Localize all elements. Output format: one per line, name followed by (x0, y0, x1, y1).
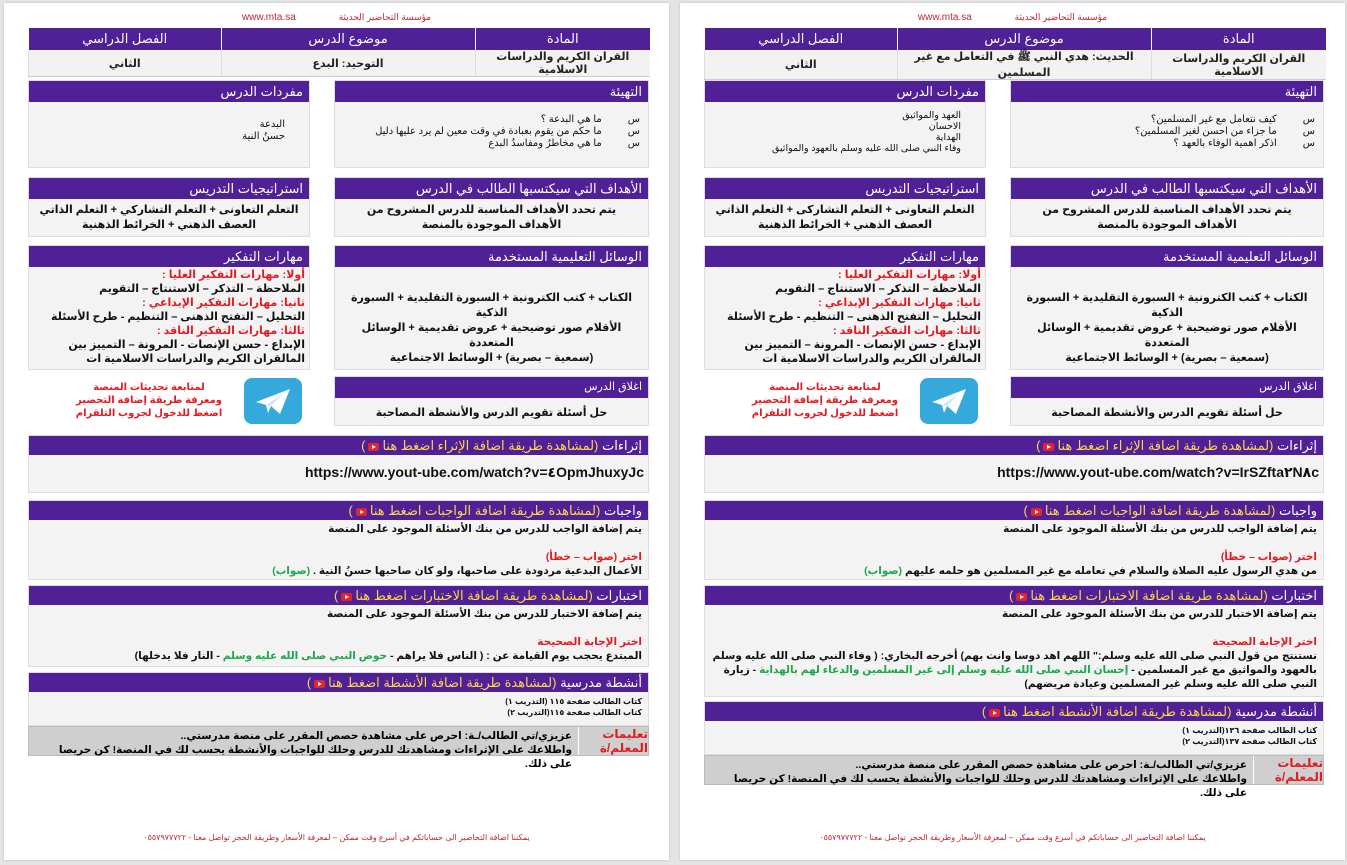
tools-line: الكتاب + كتب الكترونية + السبورة التقليدية + السبورة الذكية (1026, 292, 1308, 319)
telegram-button[interactable] (920, 378, 978, 424)
vocab-box (28, 80, 310, 168)
enrichment-how-link[interactable]: (لمشاهدة طريقة اضافة الإثراء اضغط هنا (382, 438, 599, 453)
closing-box (1010, 376, 1324, 426)
lesson-plan-page-right (680, 3, 1345, 860)
warmup-question: كيف نتعامل مع غير المسلمين؟ (1150, 114, 1277, 125)
tools-line: (سمعية – بصرية) + الوسائط الاجتماعية (389, 352, 594, 364)
strategies-box (28, 177, 310, 237)
brand-org: مؤسسة التحاضير الحديثة (1014, 12, 1108, 22)
tests-intro: يتم إضافة الاختبار للدرس من بنك الأسئلة الموجود على المنصة (1001, 608, 1317, 620)
enrichment-url-text[interactable]: https://www.yout-ube.com/watch?v=٤OpmJhuxyJc (304, 464, 644, 480)
strategies-line: التعلم التعاونى + التعلم التشاركي + التعلم الذاتي (39, 204, 299, 216)
tests-how-link[interactable]: (لمشاهدة طريقة اضافة الاختبارات اضغط هنا (355, 588, 593, 603)
vocab-item: حسنُ النية (242, 131, 285, 142)
activities-title: أنشطة مدرسية (1235, 704, 1317, 719)
telegram-line: ومعرفة طريقة إضافة التحضير (752, 395, 898, 406)
thinking-heading: ثالثا: مهارات التفكير الناقد : (156, 325, 305, 337)
warmup-question: ما هي البدعة ؟ (540, 114, 602, 125)
thinking-text: الملاحظة – التذكر – الاستنتاج – التقويم (99, 283, 305, 295)
tests-how-link[interactable]: (لمشاهدة طريقة اضافة الاختبارات اضغط هنا (1030, 588, 1268, 603)
warmup-question: ما جزاء من احسن لغير المسلمين؟ (1134, 126, 1277, 137)
thinking-text: الإبداع - حسن الإنصات - المرونة – التمييز بين المالقران الكريم والدراسات الاسلامية ات (744, 339, 981, 365)
telegram-icon (244, 378, 302, 424)
paren: ) (1023, 503, 1028, 518)
activities-box (704, 701, 1324, 755)
warmup-title: التهيئة (1011, 81, 1323, 102)
tests-question-heading: اختر الإجابة الصحيحة (537, 636, 642, 648)
objectives-box (1010, 177, 1324, 237)
q-prefix: س (1302, 138, 1315, 149)
thinking-title: مهارات التفكير (705, 246, 985, 267)
activity-item: كتاب الطالب صفحة ١١٥ (التدريب ١) (505, 697, 642, 706)
vocab-item: العهد والمواثيق (902, 110, 961, 121)
vocab-title: مفردات الدرس (705, 81, 985, 102)
youtube-icon[interactable] (1031, 508, 1042, 516)
homework-question: الأعمال البدعية مردودة على صاحبها، ولو كان صاحبها حسنُ النية . (313, 565, 642, 577)
q-prefix: س (627, 126, 640, 137)
closing-box (334, 376, 649, 426)
objectives-text: يتم تحدد الأهداف المناسبة للدرس المشروح من الأهداف الموجودة بالمنصة (366, 204, 617, 231)
thinking-text: الإبداع - حسن الإنصات - المرونة – التمييز بين المالقران الكريم والدراسات الاسلامية ات (68, 339, 305, 365)
tests-box (704, 585, 1324, 697)
paren: ) (981, 704, 987, 719)
vocab-item: الهداية (935, 132, 961, 143)
warmup-title: التهيئة (335, 81, 648, 102)
vocab-item: البدعة (259, 119, 285, 130)
warmup-box (1010, 80, 1324, 168)
warmup-box (334, 80, 649, 168)
telegram-button[interactable] (244, 378, 302, 424)
lesson-header-table (28, 28, 650, 77)
strategies-line: العصف الذهني + الخرائط الذهنية (81, 219, 257, 231)
objectives-title: الأهداف التي سيكتسبها الطالب في الدرس (335, 178, 648, 199)
thinking-heading: ثالثا: مهارات التفكير الناقد : (832, 325, 981, 337)
telegram-cta[interactable] (64, 381, 234, 420)
q-prefix: س (627, 138, 640, 149)
activity-item: كتاب الطالب صفحة ١١٥(التدريب ٢) (507, 708, 642, 717)
teacher-line: عزيزي/تي الطالب/ـة: احرص على مشاهدة حصص المقرر على منصة مدرستي.. (180, 730, 572, 742)
thinking-heading: أولا: مهارات التفكير العليا : (162, 269, 305, 281)
q-prefix: س (1302, 126, 1315, 137)
enrichment-url[interactable] (29, 455, 648, 481)
col-term: الفصل الدراسي (705, 28, 898, 50)
tests-question-end: - النار فلا يدخلها) (134, 650, 220, 662)
activity-item: كتاب الطالب صفحة ١٣٦(التدريب ١) (1182, 726, 1317, 735)
thinking-skills-box (704, 245, 986, 370)
teacher-instructions (28, 726, 649, 770)
teacher-line: عزيزي/تي الطالب/ـة: احرص على مشاهدة حصص المقرر على منصة مدرستي.. (855, 759, 1247, 771)
thinking-heading: أولا: مهارات التفكير العليا : (838, 269, 981, 281)
thinking-text: التحليل – التفتح الذهنى – التنظيم - طرح الأسئلة (727, 311, 981, 323)
paren: ) (361, 438, 366, 453)
col-topic: موضوع الدرس (221, 28, 475, 50)
homework-intro: يتم إضافة الواجب للدرس من بنك الأسئلة الموجود على المنصة (328, 523, 642, 535)
tests-correct-answer: حوض النبي صلى الله عليه وسلم (222, 650, 388, 662)
tools-box (1010, 245, 1324, 370)
tools-title: الوسائل التعليمية المستخدمة (335, 246, 648, 267)
warmup-question: ما هي مخاطرُ ومفاسدُ البدع (488, 138, 602, 149)
enrichment-url[interactable] (705, 455, 1323, 481)
youtube-icon[interactable] (314, 680, 325, 688)
homework-intro: يتم إضافة الواجب للدرس من بنك الأسئلة الموجود على المنصة (1003, 523, 1317, 535)
youtube-icon[interactable] (989, 709, 1000, 717)
telegram-line: اضغط للدخول لجروب التلقرام (75, 408, 223, 419)
telegram-line: لمتابعة تحديثات المنصة (93, 382, 205, 393)
teacher-label: تعليمات المعلم/ة (578, 727, 648, 755)
youtube-icon[interactable] (356, 508, 367, 516)
warmup-question: اذكر اهمية الوفاء بالعهد ؟ (1173, 138, 1277, 149)
telegram-cta[interactable] (740, 381, 910, 420)
vocab-box (704, 80, 986, 168)
topic-value: التوحيد: البدع (221, 50, 475, 77)
activity-item: كتاب الطالب صفحة ١٣٧(التدريب ٢) (1182, 737, 1317, 746)
tests-question: المبتدع يحجب يوم القيامة عن : ( الناس فلا يراهم - (390, 650, 642, 662)
homework-answer: (صواب) (272, 565, 311, 577)
term-value: الثاني (29, 50, 222, 77)
tests-title: اختبارات (596, 588, 642, 603)
homework-title: واجبات (1278, 503, 1317, 518)
brand-url[interactable]: www.mta.sa (917, 12, 972, 23)
tests-box (28, 585, 649, 667)
vocab-item: الاحسان (928, 121, 961, 132)
closing-title: اغلاق الدرس (335, 377, 648, 398)
q-prefix: س (627, 114, 640, 125)
tests-question-end: - زيارة النبي صلى الله عليه وسلم غير المسلمين وعيادة مريضهم) (723, 664, 1317, 690)
strategies-title: استراتيجيات التدريس (705, 178, 985, 199)
activities-title: أنشطة مدرسية (560, 675, 642, 690)
paren: ) (1009, 588, 1014, 603)
homework-question: من هدي الرسول عليه الصلاة والسلام في تعامله مع غير المسلمين هو حلمه عليهم (904, 565, 1317, 577)
closing-text: حل أسئلة تقويم الدرس والأنشطة المصاحبة (1051, 407, 1283, 419)
lesson-header-table (704, 28, 1326, 80)
objectives-box (334, 177, 649, 237)
objectives-text: يتم تحدد الأهداف المناسبة للدرس المشروح من الأهداف الموجودة بالمنصة (1042, 204, 1292, 231)
telegram-line: لمتابعة تحديثات المنصة (769, 382, 881, 393)
enrichment-box (28, 435, 649, 493)
col-term: الفصل الدراسي (29, 28, 222, 50)
vocab-title: مفردات الدرس (29, 81, 309, 102)
brand-url[interactable]: www.mta.sa (241, 12, 296, 23)
paren: ) (334, 588, 339, 603)
objectives-title: الأهداف التي سيكتسبها الطالب في الدرس (1011, 178, 1323, 199)
term-value: الثاني (705, 50, 898, 80)
thinking-heading: ثانيا: مهارات التفكير الإبداعي : (142, 297, 305, 309)
youtube-icon[interactable] (341, 593, 352, 601)
lesson-plan-page-left (4, 3, 669, 860)
homework-title: واجبات (603, 503, 642, 518)
col-topic: موضوع الدرس (897, 28, 1151, 50)
brand-org: مؤسسة التحاضير الحديثة (338, 12, 432, 22)
enrichment-how-link[interactable]: (لمشاهدة طريقة اضافة الإثراء اضغط هنا (1057, 438, 1274, 453)
tests-question: نستنتج من قول النبي صلى الله عليه وسلم:" اللهم اهد دوسا وانت بهم) أخرجه البخاري: ( وفاء النبي صلى الله عليه وسلم بالعهود والمواثيق مع غير المسلمين - (712, 650, 1317, 676)
youtube-icon[interactable] (368, 443, 379, 451)
footer-contact: يمكننا اضافة التحاضير الى حساباتكم في أسرع وقت ممكن – لمعرفة الأسعار وطريقة الحجز تواصل معنا - ٠٥٥٧٩٧٧٧٢٢ (819, 833, 1206, 842)
topic-value: الحديث: هدي النبي ﷺ في التعامل مع غير المسلمين (897, 50, 1151, 80)
strategies-box (704, 177, 986, 237)
tests-intro: يتم إضافة الاختبار للدرس من بنك الأسئلة الموجود على المنصة (326, 608, 642, 620)
thinking-text: الملاحظة – التذكر – الاستنتاج – التقويم (775, 283, 981, 295)
footer-contact: يمكننا اضافة التحاضير الى حساباتكم في أسرع وقت ممكن – لمعرفة الأسعار وطريقة الحجز تواصل معنا - ٠٥٥٧٩٧٧٧٢٢ (143, 833, 530, 842)
teacher-line: واطلاعك على الإثراءات ومشاهدتك للدرس وحلك للواجبات والأنشطة يحسب لك في المنصة! كن حريصا على ذلك. (733, 773, 1247, 799)
homework-how-link[interactable]: (لمشاهدة طريقة اضافة الواجبات اضغط هنا (1044, 503, 1276, 518)
q-prefix: س (1302, 114, 1315, 125)
subject-value: القران الكريم والدراسات الاسلامية (475, 50, 650, 77)
strategies-line: العصف الذهني + الخرائط الذهنية (757, 219, 933, 231)
teacher-instructions (704, 755, 1324, 799)
homework-answer: (صواب) (864, 565, 903, 577)
homework-question-heading: اختر (صواب – خطأ) (1220, 551, 1317, 563)
tests-question-heading: اختر الإجابة الصحيحة (1212, 636, 1317, 648)
thinking-heading: ثانيا: مهارات التفكير الإبداعي : (818, 297, 981, 309)
subject-value: القران الكريم والدراسات الاسلامية (1151, 50, 1326, 80)
homework-how-link[interactable]: (لمشاهدة طريقة اضافة الواجبات اضغط هنا (369, 503, 601, 518)
telegram-line: اضغط للدخول لجروب التلقرام (751, 408, 899, 419)
tools-line: الأقلام صور توضيحية + عروض تقديمية + الوسائل المتعددة (1037, 322, 1297, 349)
tests-title: اختبارات (1271, 588, 1317, 603)
tools-line: الأقلام صور توضيحية + عروض تقديمية + الوسائل المتعددة (361, 322, 622, 349)
col-subject: المادة (475, 28, 650, 50)
enrichment-title: إثراءات (602, 438, 642, 453)
teacher-label: تعليمات المعلم/ة (1253, 756, 1323, 784)
enrichment-title: إثراءات (1277, 438, 1317, 453)
paren: ) (306, 675, 312, 690)
tools-title: الوسائل التعليمية المستخدمة (1011, 246, 1323, 267)
thinking-skills-box (28, 245, 310, 370)
thinking-text: التحليل – التفتح الذهنى – التنظيم - طرح الأسئلة (51, 311, 305, 323)
paren: ) (1036, 438, 1041, 453)
paren: ) (348, 503, 353, 518)
closing-title: اغلاق الدرس (1011, 377, 1323, 398)
strategies-line: التعلم التعاونى + التعلم التشاركى + التعلم الذاتي (715, 204, 975, 216)
brand-line (680, 12, 1345, 23)
activities-how-link[interactable]: (لمشاهدة طريقة اضافة الأنشطة اضغط هنا (1003, 704, 1232, 719)
youtube-icon[interactable] (1016, 593, 1027, 601)
enrichment-box (704, 435, 1324, 493)
homework-box (704, 500, 1324, 580)
homework-box (28, 500, 649, 580)
tools-box (334, 245, 649, 370)
col-subject: المادة (1151, 28, 1326, 50)
youtube-icon[interactable] (1043, 443, 1054, 451)
brand-line (4, 12, 669, 23)
homework-question-heading: اختر (صواب – خطأ) (545, 551, 642, 563)
enrichment-url-text[interactable]: https://www.yout-ube.com/watch?v=IrSZfta٢N٨c (997, 464, 1319, 480)
tools-line: (سمعية – بصرية) + الوسائط الاجتماعية (1065, 352, 1269, 364)
thinking-title: مهارات التفكير (29, 246, 309, 267)
vocab-item: وفاء النبي صلى الله عليه وسلم بالعهود والمواثيق (772, 143, 961, 154)
telegram-line: ومعرفة طريقة إضافة التحضير (76, 395, 222, 406)
activities-box (28, 672, 649, 726)
activities-how-link[interactable]: (لمشاهدة طريقة اضافة الأنشطة اضغط هنا (328, 675, 557, 690)
warmup-question: ما حكم من يقوم بعبادة في وقت معين لم يرد عليها دليل (375, 126, 602, 137)
strategies-title: استراتيجيات التدريس (29, 178, 309, 199)
closing-text: حل أسئلة تقويم الدرس والأنشطة المصاحبة (375, 407, 608, 419)
tools-line: الكتاب + كتب الكترونية + السبورة التقليدية + السبورة الذكية (350, 292, 633, 319)
tests-correct-answer: إحسان النبي صلى الله عليه وسلم إلى غير المسلمين والدعاء لهم بالهداية (759, 664, 1129, 676)
telegram-icon (920, 378, 978, 424)
teacher-line: واطلاعك على الإثراءات ومشاهدتك للدرس وحلك للواجبات والأنشطة يحسب لك في المنصة! كن حريصا على ذلك. (58, 744, 572, 770)
